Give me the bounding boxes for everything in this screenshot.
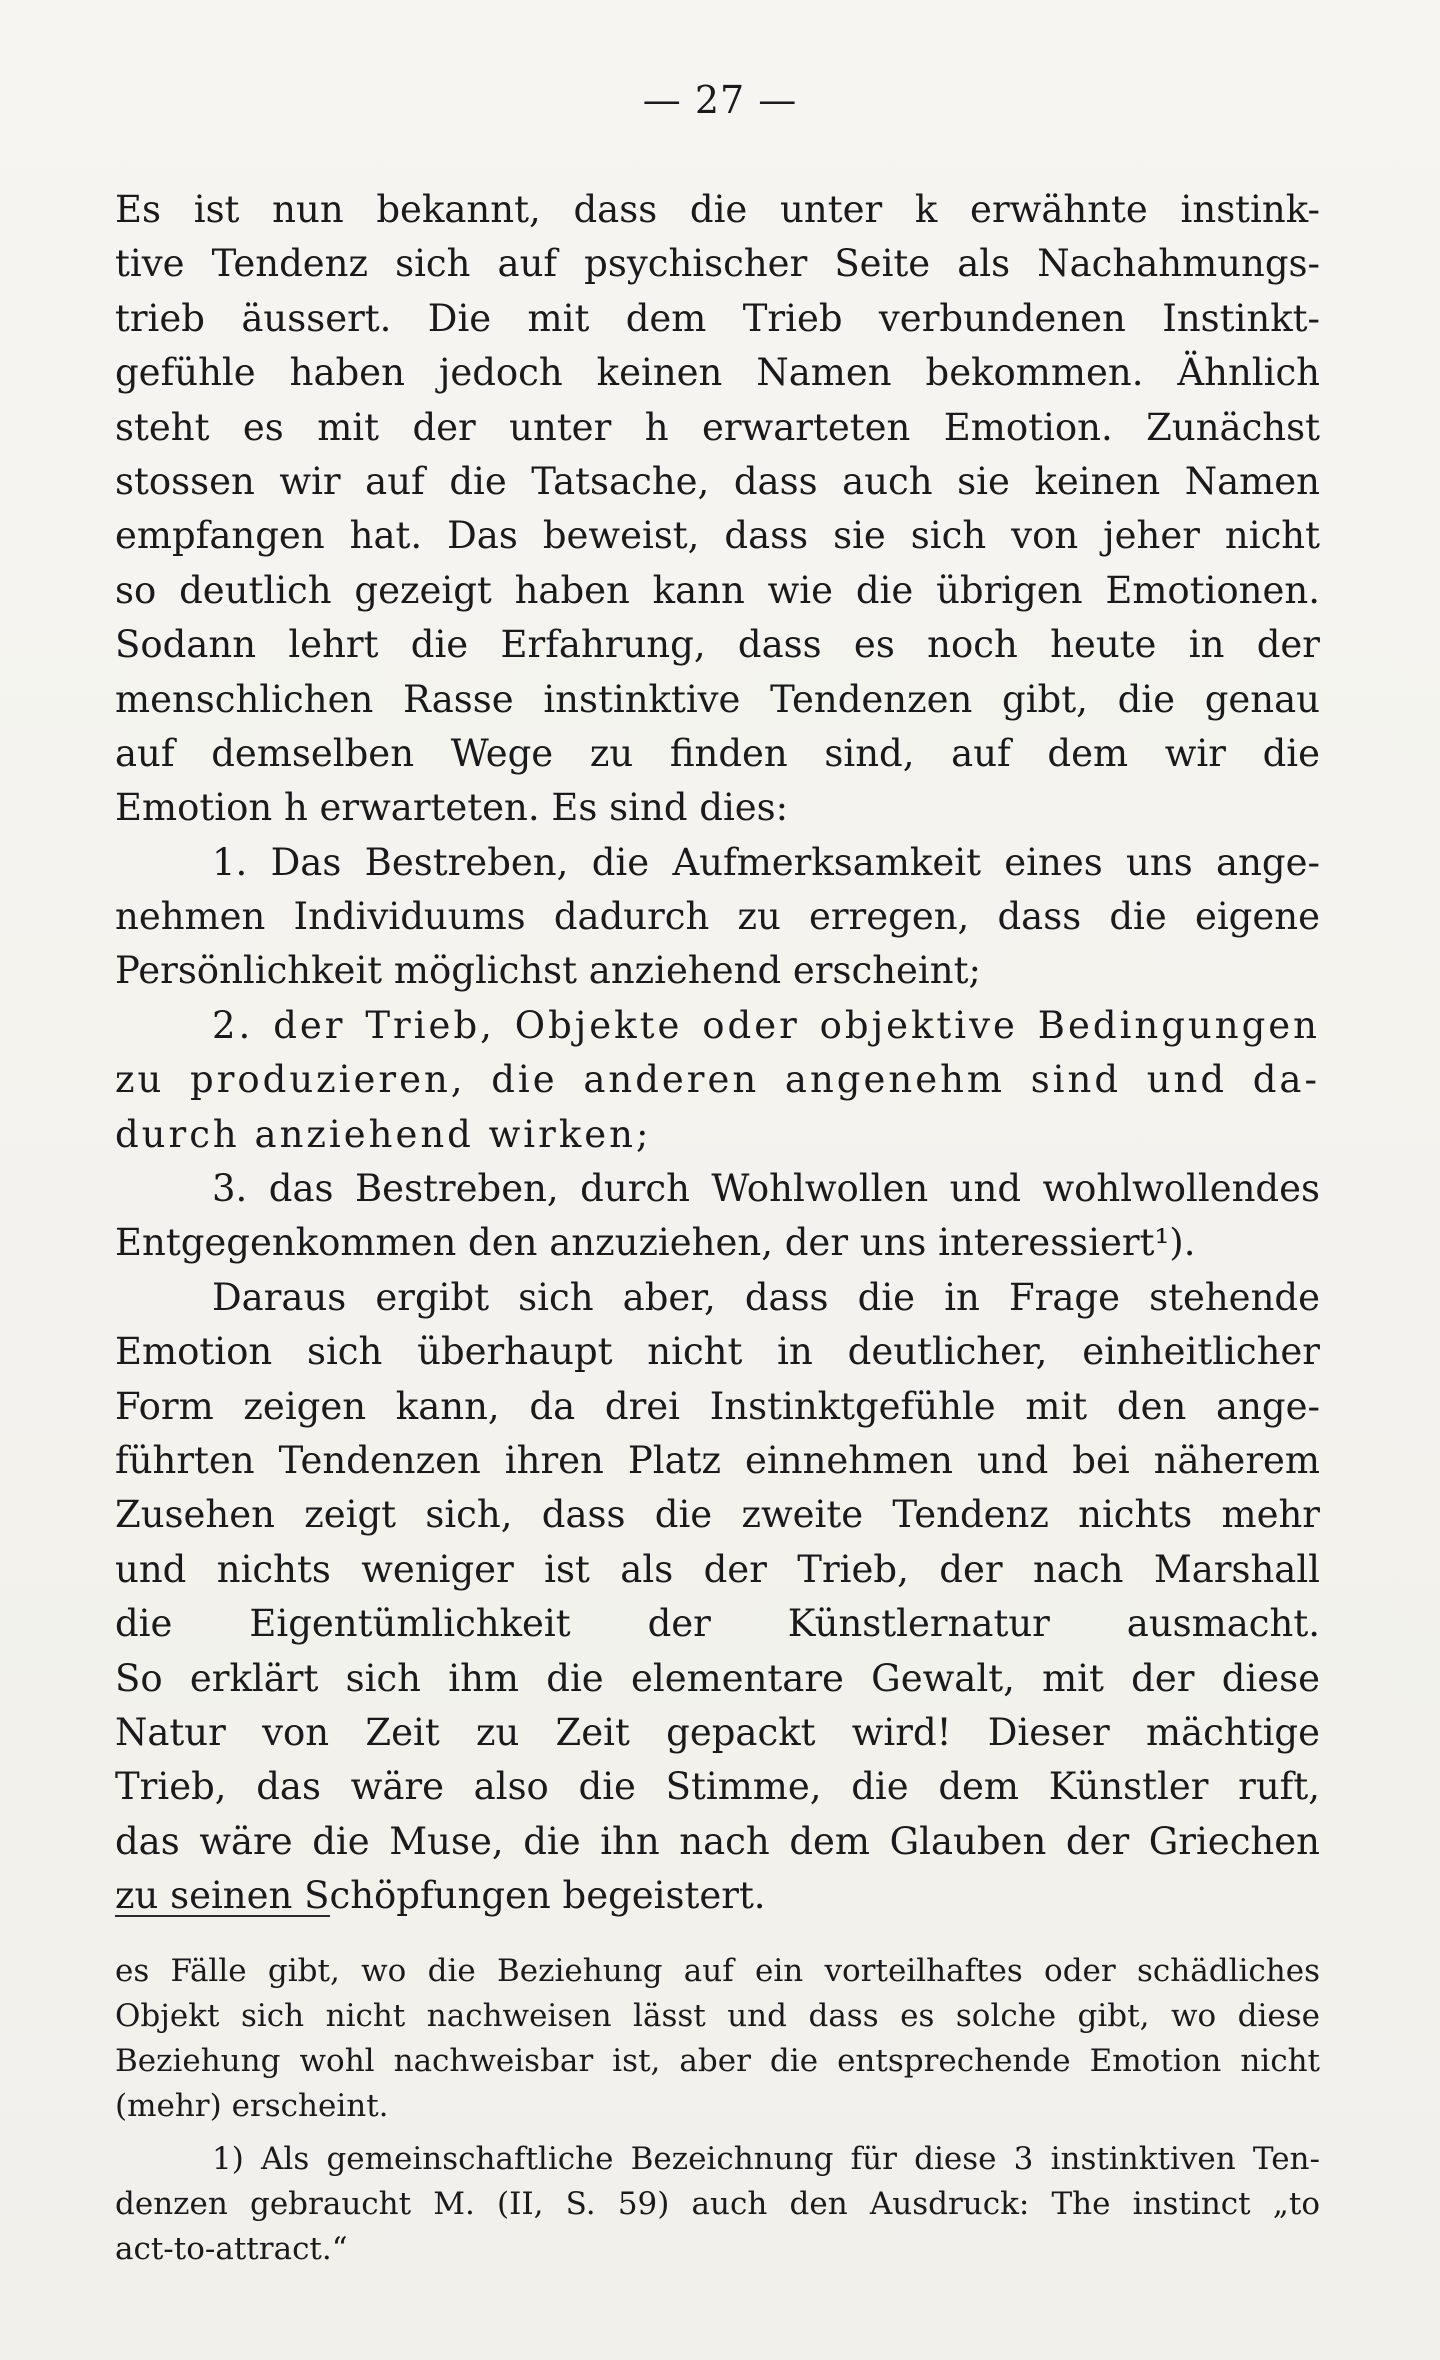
text-line: und nichts weniger ist als der Trieb, der nach Marshall: [115, 1547, 1320, 1591]
text-line: so deutlich gezeigt haben kann wie die übrigen Emotionen.: [115, 568, 1320, 612]
text-line: So erklärt sich ihm die elementare Gewalt, mit der diese: [115, 1656, 1320, 1700]
text-line: empfangen hat. Das beweist, dass sie sich von jeher nicht: [115, 514, 1320, 558]
footnote-divider: [115, 1915, 330, 1917]
list-item-1-line: nehmen Individuums dadurch zu erregen, dass die eigene: [115, 895, 1320, 939]
text-line: Emotion sich überhaupt nicht in deutlicher, einheitlicher: [115, 1330, 1320, 1374]
text-line: trieb äussert. Die mit dem Trieb verbundenen Instinkt-: [115, 296, 1320, 340]
page-number: — 27 —: [642, 78, 798, 122]
footnote-1-line: denzen gebraucht M. (II, S. 59) auch den Ausdruck: The instinct „to: [115, 2186, 1320, 2222]
list-item-2-line: zu produzieren, die anderen angenehm sind und da-: [115, 1058, 1320, 1102]
text-line: Emotion h erwarteten. Es sind dies:: [115, 786, 789, 830]
text-line: Es ist nun bekannt, dass die unter k erwähnte instink-: [115, 188, 1320, 231]
list-item-1-line: 1. Das Bestreben, die Aufmerksamkeit eines uns ange-: [212, 840, 1320, 884]
footnotes: [115, 1949, 1320, 2272]
list-item-2-line: durch anziehend wirken;: [115, 1112, 652, 1156]
text-line: auf demselben Wege zu finden sind, auf dem wir die: [115, 731, 1320, 775]
text-line: menschlichen Rasse instinktive Tendenzen gibt, die genau: [115, 677, 1320, 721]
text-line: Form zeigen kann, da drei Instinktgefühle mit den ange-: [115, 1384, 1320, 1428]
list-item-3-line: 3. das Bestreben, durch Wohlwollen und wohlwollendes: [212, 1167, 1320, 1211]
text-line: gefühle haben jedoch keinen Namen bekommen. Ähnlich: [115, 351, 1320, 395]
footnote-1-line: 1) Als gemeinschaftliche Bezeichnung für diese 3 instinktiven Ten-: [212, 2141, 1320, 2177]
footnote-line: Objekt sich nicht nachweisen lässt und dass es solche gibt, wo diese: [115, 1998, 1320, 2034]
text-line: das wäre die Muse, die ihn nach dem Glauben der Griechen: [115, 1819, 1320, 1863]
list-item-2-line: 2. der Trieb, Objekte oder objektive Bedingungen: [212, 1003, 1320, 1047]
footnote-line: (mehr) erscheint.: [115, 2088, 389, 2124]
text-line: tive Tendenz sich auf psychischer Seite als Nachahmungs-: [115, 242, 1320, 286]
text-line: Trieb, das wäre also die Stimme, die dem Künstler ruft,: [115, 1765, 1320, 1809]
text-line: zu seinen Schöpfungen begeistert.: [115, 1874, 766, 1918]
text-line: Natur von Zeit zu Zeit gepackt wird! Dieser mächtige: [115, 1710, 1320, 1754]
footnote-1-line: act-to-attract.“: [115, 2231, 348, 2267]
text-line: Sodann lehrt die Erfahrung, dass es noch heute in der: [115, 623, 1320, 667]
text-line: führten Tendenzen ihren Platz einnehmen und bei näherem: [115, 1438, 1320, 1482]
text-line: steht es mit der unter h erwarteten Emotion. Zunächst: [115, 405, 1320, 449]
text-line: stossen wir auf die Tatsache, dass auch sie keinen Namen: [115, 459, 1320, 503]
list-item-1-line: Persönlichkeit möglichst anziehend erscheint;: [115, 949, 981, 993]
text-line: die Eigentümlichkeit der Künstlernatur ausmacht.: [115, 1602, 1320, 1646]
footnote-line: Beziehung wohl nachweisbar ist, aber die entsprechende Emotion nicht: [115, 2043, 1320, 2079]
main-text: [115, 183, 1320, 1924]
list-item-3-line: Entgegenkommen den anzuziehen, der uns interessiert¹).: [115, 1221, 1196, 1265]
footnote-line: es Fälle gibt, wo die Beziehung auf ein vorteilhaftes oder schädliches: [115, 1953, 1320, 1989]
text-line: Daraus ergibt sich aber, dass die in Frage stehende: [212, 1275, 1320, 1319]
text-line: Zusehen zeigt sich, dass die zweite Tendenz nichts mehr: [115, 1493, 1320, 1537]
